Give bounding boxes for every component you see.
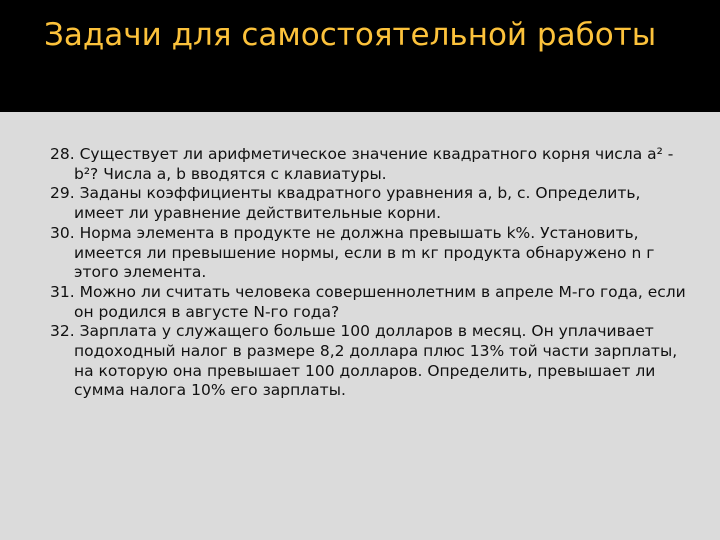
task-item-31: 31. Можно ли считать человека совершеннолетним в апреле M-го года, если он родился в августе N-го года? (50, 282, 686, 321)
task-list (50, 145, 690, 401)
slide-title: Задачи для самостоятельной работы (44, 17, 657, 53)
task-item-30: 30. Норма элемента в продукте не должна превышать k%. Установить, имеется ли превышение нормы, если в m кг продукта обнаружено n г этого элемента. (50, 223, 655, 282)
task-item-28: 28. Существует ли арифметическое значение квадратного корня числа a² - b²? Числа a, b вводятся с клавиатуры. (50, 145, 674, 183)
title-band (0, 0, 720, 112)
task-item-29: 29. Заданы коэффициенты квадратного уравнения a, b, c. Определить, имеет ли уравнение действительные корни. (50, 184, 641, 223)
task-item-32: 32. Зарплата у служащего больше 100 долларов в месяц. Он уплачивает подоходный налог в размере 8,2 доллара плюс 13% той части зарплаты, на которую она превышает 100 долларов. Определить, превышает ли сумма налога 10% его зарплаты. (50, 322, 678, 400)
